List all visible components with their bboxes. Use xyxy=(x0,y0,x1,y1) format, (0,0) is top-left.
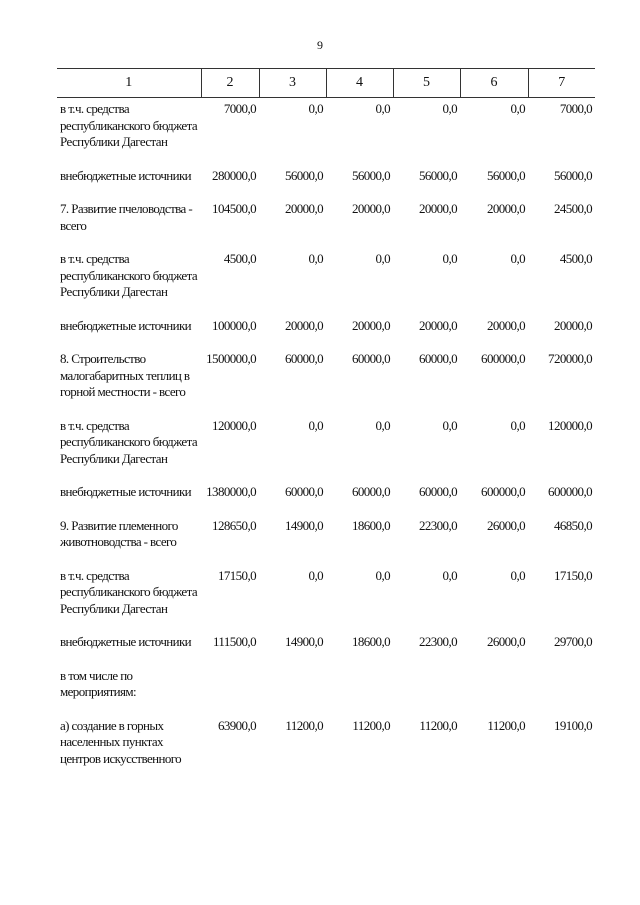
value-cell xyxy=(201,665,259,715)
value-cell: 104500,0 xyxy=(212,201,256,216)
value-cell: 60000,0 xyxy=(351,351,390,366)
value-cell xyxy=(393,665,460,715)
value-cell: 11200,0 xyxy=(419,717,457,733)
table-row xyxy=(57,715,595,782)
row-label: внебюджетные источники xyxy=(60,167,192,183)
value-cell xyxy=(259,665,326,715)
row-label: в т.ч. средства республиканского бюджета Республики Дагестан xyxy=(60,251,197,299)
table-row xyxy=(57,348,595,415)
value-cell: 17150,0 xyxy=(217,567,256,583)
value-cell: 24500,0 xyxy=(553,201,592,216)
table-row xyxy=(57,165,595,199)
value-cell: 20000,0 xyxy=(418,201,457,216)
value-cell: 600000,0 xyxy=(548,484,592,499)
value-cell: 20000,0 xyxy=(486,201,525,216)
value-cell: 60000,0 xyxy=(418,484,457,499)
value-cell: 56000,0 xyxy=(418,167,457,183)
column-header: 5 xyxy=(393,69,460,98)
value-cell: 11200,0 xyxy=(352,717,390,733)
column-header: 1 xyxy=(57,69,201,98)
value-cell: 17150,0 xyxy=(553,567,592,583)
value-cell: 14900,0 xyxy=(284,634,323,649)
value-cell: 720000,0 xyxy=(548,351,592,366)
value-cell: 20000,0 xyxy=(553,317,592,333)
value-cell: 0,0 xyxy=(375,417,390,433)
value-cell: 0,0 xyxy=(510,101,525,116)
value-cell: 26000,0 xyxy=(486,634,525,649)
header-row xyxy=(57,69,595,98)
value-cell: 0,0 xyxy=(442,251,457,266)
table-row xyxy=(57,631,595,665)
value-cell: 0,0 xyxy=(375,567,390,583)
value-cell: 14900,0 xyxy=(284,517,323,533)
value-cell: 7000,0 xyxy=(559,101,592,116)
value-cell: 128650,0 xyxy=(212,517,256,533)
value-cell: 46850,0 xyxy=(553,517,592,533)
value-cell: 600000,0 xyxy=(481,484,525,499)
value-cell: 0,0 xyxy=(375,101,390,116)
table-row xyxy=(57,98,595,165)
value-cell: 22300,0 xyxy=(418,517,457,533)
value-cell: 56000,0 xyxy=(351,167,390,183)
value-cell: 0,0 xyxy=(442,101,457,116)
value-cell: 4500,0 xyxy=(559,251,592,266)
row-label: 8. Строительство малогабаритных теплиц в горной местности - всего xyxy=(60,351,190,399)
value-cell: 600000,0 xyxy=(481,351,525,366)
value-cell: 7000,0 xyxy=(223,101,256,116)
value-cell: 0,0 xyxy=(308,101,323,116)
value-cell: 20000,0 xyxy=(284,201,323,216)
row-label: в т.ч. средства республиканского бюджета Республики Дагестан xyxy=(60,567,197,616)
value-cell: 26000,0 xyxy=(486,517,525,533)
value-cell: 18600,0 xyxy=(351,517,390,533)
table-row xyxy=(57,198,595,248)
row-label: внебюджетные источники xyxy=(60,484,192,499)
value-cell: 111500,0 xyxy=(213,634,256,649)
row-label: в т.ч. средства республиканского бюджета Республики Дагестан xyxy=(60,417,197,466)
value-cell: 63900,0 xyxy=(217,717,256,733)
value-cell: 4500,0 xyxy=(223,251,256,266)
value-cell: 0,0 xyxy=(375,251,390,266)
row-label: внебюджетные источники xyxy=(60,634,192,649)
table-header xyxy=(57,69,595,98)
column-header: 3 xyxy=(259,69,326,98)
value-cell: 18600,0 xyxy=(351,634,390,649)
value-cell: 22300,0 xyxy=(418,634,457,649)
value-cell: 56000,0 xyxy=(553,167,592,183)
table-body xyxy=(57,98,595,782)
value-cell: 1500000,0 xyxy=(206,351,256,366)
value-cell: 0,0 xyxy=(510,417,525,433)
value-cell: 11200,0 xyxy=(487,717,525,733)
value-cell: 100000,0 xyxy=(212,317,256,333)
table-row xyxy=(57,481,595,515)
row-label: в том числе по мероприятиям: xyxy=(60,667,137,699)
column-header: 2 xyxy=(201,69,259,98)
table-row xyxy=(57,565,595,632)
page-number: 9 xyxy=(317,38,323,52)
value-cell: 0,0 xyxy=(442,417,457,433)
value-cell: 56000,0 xyxy=(284,167,323,183)
value-cell xyxy=(460,665,528,715)
value-cell: 120000,0 xyxy=(548,417,592,433)
budget-table xyxy=(57,68,595,781)
value-cell: 20000,0 xyxy=(351,317,390,333)
value-cell: 60000,0 xyxy=(418,351,457,366)
table-row xyxy=(57,665,595,715)
row-label: а) создание в горных населенных пунктах центров искусственного xyxy=(60,717,182,766)
value-cell: 280000,0 xyxy=(212,167,256,183)
value-cell: 60000,0 xyxy=(284,351,323,366)
value-cell: 0,0 xyxy=(510,251,525,266)
row-label: в т.ч. средства республиканского бюджета Республики Дагестан xyxy=(60,101,197,149)
value-cell xyxy=(326,665,393,715)
value-cell: 0,0 xyxy=(308,251,323,266)
value-cell: 0,0 xyxy=(308,417,323,433)
value-cell: 20000,0 xyxy=(418,317,457,333)
value-cell: 11200,0 xyxy=(285,717,323,733)
column-header: 4 xyxy=(326,69,393,98)
column-header: 7 xyxy=(528,69,595,98)
value-cell: 0,0 xyxy=(308,567,323,583)
table-row xyxy=(57,315,595,349)
table-row xyxy=(57,415,595,482)
value-cell: 20000,0 xyxy=(486,317,525,333)
value-cell: 60000,0 xyxy=(284,484,323,499)
row-label: 7. Развитие пчеловодства - всего xyxy=(60,201,193,233)
table-row xyxy=(57,248,595,315)
row-label: 9. Развитие племенного животноводства - всего xyxy=(60,517,178,549)
value-cell: 0,0 xyxy=(442,567,457,583)
row-label: внебюджетные источники xyxy=(60,317,192,333)
value-cell: 29700,0 xyxy=(553,634,592,649)
value-cell: 20000,0 xyxy=(351,201,390,216)
value-cell: 0,0 xyxy=(510,567,525,583)
value-cell: 60000,0 xyxy=(351,484,390,499)
value-cell: 56000,0 xyxy=(486,167,525,183)
table-row xyxy=(57,515,595,565)
value-cell: 20000,0 xyxy=(284,317,323,333)
value-cell xyxy=(528,665,595,715)
value-cell: 1380000,0 xyxy=(206,484,256,499)
value-cell: 19100,0 xyxy=(553,717,592,733)
value-cell: 120000,0 xyxy=(212,417,256,433)
column-header: 6 xyxy=(460,69,528,98)
